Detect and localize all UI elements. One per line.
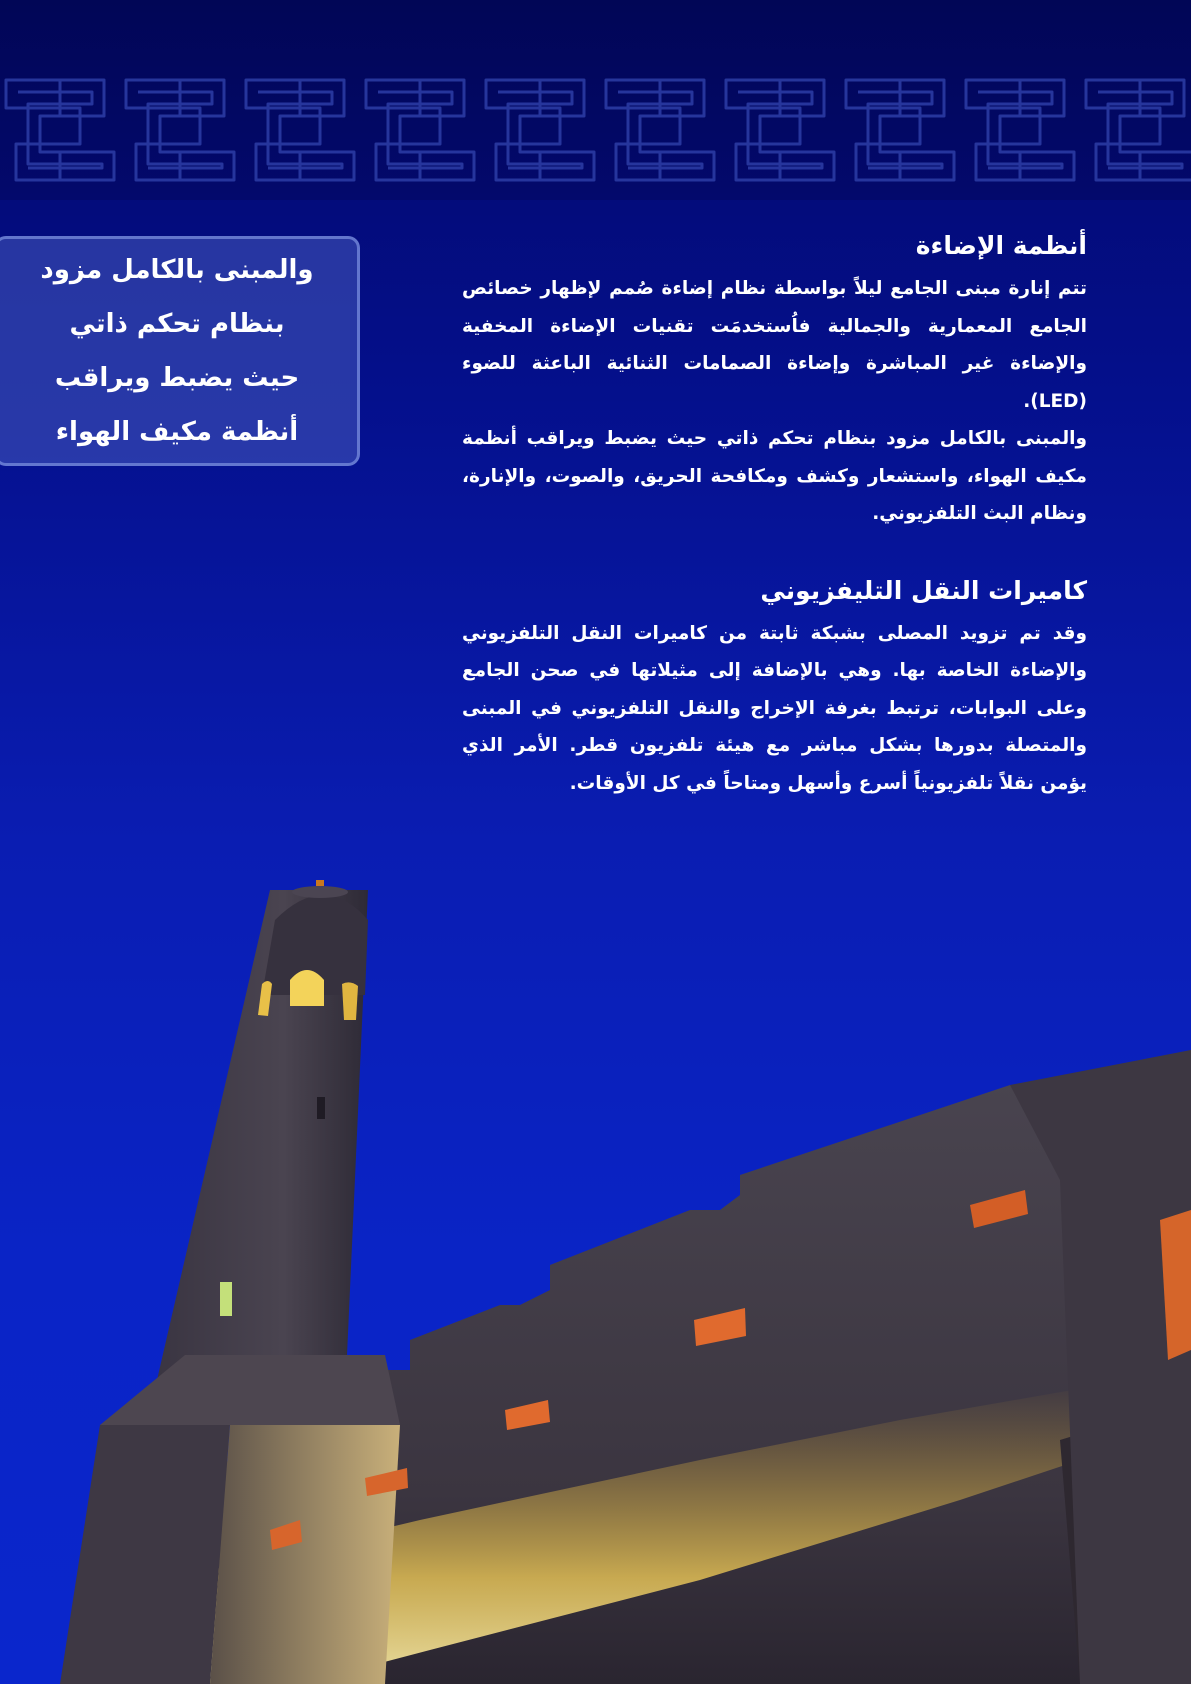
tv-cameras-heading: كاميرات النقل التليفزيوني bbox=[760, 575, 1087, 605]
lighting-paragraph: تتم إنارة مبنى الجامع ليلاً بواسطة نظام إضاءة صُمم لإظهار خصائص الجامع المعمارية والجمالية فاُستخدمَت تقنيات الإضاءة المخفية والإضاءة غير المباشرة وإضاءة الصمامات الثنائية الباعثة للضوء (LED). bbox=[462, 278, 1087, 412]
pull-quote-line: حيث يضبط ويراقب bbox=[54, 363, 300, 393]
mosque-minaret-photo bbox=[0, 880, 1191, 1684]
tv-section bbox=[462, 573, 1087, 803]
pull-quote-box bbox=[0, 236, 360, 466]
pull-quote-line: أنظمة مكيف الهواء bbox=[55, 417, 299, 447]
pull-quote-line: بنظام تحكم ذاتي bbox=[69, 309, 285, 339]
pull-quote-line: والمبنى بالكامل مزود bbox=[40, 255, 314, 285]
automation-paragraph: والمبنى بالكامل مزود بنظام تحكم ذاتي حيث يضبط ويراقب أنظمة مكيف الهواء، واستشعار وكشف ومكافحة الحريق، والصوت، والإنارة، ونظام البث التلفزيوني. bbox=[462, 428, 1087, 524]
tv-cameras-paragraph: وقد تم تزويد المصلى بشبكة ثابتة من كاميرات النقل التلفزيوني والإضاءة الخاصة بها. وهي بالإضافة إلى مثيلاتها في صحن الجامع وعلى البوابات، ترتبط بغرفة الإخراج والنقل التلفزيوني في المبنى والمتصلة بدورها بشكل مباشر مع هيئة تلفزيون قطر. الأمر الذي يؤمن نقلاً تلفزيونياً أسرع وأسهل ومتاحاً في كل الأوقات. bbox=[462, 622, 1087, 794]
lighting-heading: أنظمة الإضاءة bbox=[915, 231, 1087, 260]
arabesque-pattern-band bbox=[0, 70, 1191, 190]
article-column bbox=[462, 228, 1087, 802]
